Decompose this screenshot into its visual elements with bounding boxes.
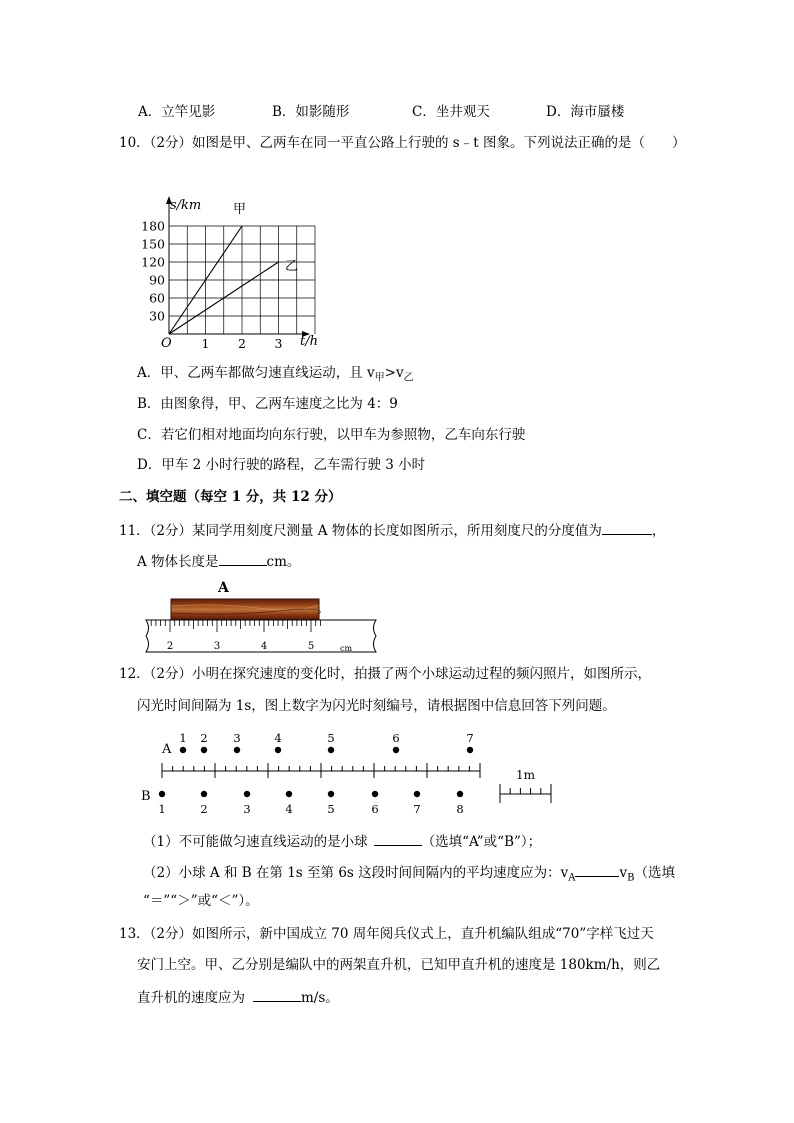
ball-a-dot [275,747,281,753]
q10-option-a [137,364,414,388]
y-tick-label: 90 [149,272,165,288]
section-heading: 二、填空题（每空 1 分，共 12 分） [119,489,342,505]
ball-b-number: 1 [158,802,166,816]
ball-b-dot [159,791,165,797]
ball-a-positions [179,731,473,753]
q10-st-graph [130,192,320,357]
q12-sub2-v: v [619,865,628,881]
ball-a-number: 7 [466,731,474,745]
ball-b-number: 4 [285,802,293,816]
ruler-number: 3 [213,641,221,652]
ball-a-number: 2 [200,731,208,745]
q12-strobe-figure [135,728,565,826]
ball-b-dot [201,791,207,797]
ball-b-number: 5 [327,802,335,816]
q9-option-c: C．坐井观天 [412,104,490,120]
ball-a-dot [234,747,240,753]
q11-line2-end: cm。 [266,554,301,570]
q12-sub2-line2: “＝”“＞”或“＜”）。 [143,893,259,909]
y-axis-label: s/km [170,198,202,213]
ball-a-number: 1 [179,731,187,745]
q10-option-a-mid: >v [384,365,404,381]
ball-b-number: 2 [200,802,208,816]
y-tick-label: 180 [141,218,165,234]
q10-option-d: D．甲车 2 小时行驶的路程，乙车需行驶 3 小时 [137,457,426,473]
ball-b-number: 7 [413,802,421,816]
q11-line1-text: 11．（2分）某同学用刻度尺测量 A 物体的长度如图所示，所用刻度尺的分度值为 [119,523,602,539]
ball-b-dot [328,791,334,797]
q13-line3 [137,987,339,1007]
q12-sub2-sub-b: B [627,872,635,884]
q9-option-b: B．如影随形 [272,104,350,120]
ball-a-dot [328,747,334,753]
ball-b-positions [158,791,463,816]
q12-sub2-sub-a: A [568,872,576,884]
ball-a-number: 6 [392,731,400,745]
q12-sub2 [143,862,675,888]
ball-a-number: 4 [274,731,282,745]
strobe-ruler [162,763,480,778]
ruler-unit: cm [340,644,353,653]
object-a-label: A [218,580,229,596]
q11-line1 [119,520,665,540]
x-tick-label: 3 [274,336,283,351]
q13-blank-speed[interactable] [253,987,301,1002]
q12-sub2-end: （选填 [634,865,675,881]
ball-a-dot [467,747,473,753]
ball-b-label: B [141,789,151,804]
q10-option-c: C．若它们相对地面均向东行驶，以甲车为参照物，乙车向东行驶 [137,427,526,443]
q11-blank-length[interactable] [219,551,267,566]
line-yi-label: 乙 [285,259,299,274]
q10-option-a-text: A．甲、乙两车都做匀速直线运动，且 v [137,365,375,381]
q11-line1-end: ， [651,523,666,539]
ball-a-dot [393,747,399,753]
q12-sub1 [143,831,541,851]
q11-blank-division[interactable] [602,520,652,535]
ball-b-dot [414,791,420,797]
y-tick-label: 120 [141,254,165,270]
q12-sub1-end: （选填“A”或“B”）； [421,834,542,850]
origin-label: O [161,336,172,351]
ball-b-number: 8 [456,802,464,816]
line-jia-label: 甲 [233,202,247,217]
ball-a-dot [180,747,186,753]
q13-line2: 安门上空。甲、乙分别是编队中的两架直升机，已知甲直升机的速度是 180km/h，则乙 [137,957,661,973]
y-tick-label: 150 [141,236,165,252]
x-tick-label: 2 [238,336,246,351]
q10-stem: 10．（2分）如图是甲、乙两车在同一平直公路上行驶的 s﹣t 图象。下列说法正确的是（ ） [119,135,686,151]
q11-ruler-figure [138,575,383,657]
scale-label: 1m [516,768,536,782]
y-tick-label: 60 [149,290,165,306]
q10-option-a-sub-jia: 甲 [374,372,385,384]
ball-a-number: 5 [327,731,335,745]
scale-bar [500,784,551,803]
graph-x-ticks [202,336,283,351]
x-axis-label: t/h [300,334,318,349]
x-tick-label: 1 [201,336,210,351]
ball-a-label: A [162,742,172,757]
ruler-number: 5 [307,641,315,652]
q10-option-b: B．由图象得，甲、乙两车速度之比为 4：9 [137,396,398,412]
q13-line1: 13．（2分）如图所示，新中国成立 70 周年阅兵仪式上，直升机编队组成“70”字样飞过天 [119,926,654,942]
graph-grid [169,226,315,334]
y-tick-label: 30 [149,308,165,324]
q13-line3-start: 直升机的速度应为 [137,990,245,1006]
ruler-number: 4 [260,641,268,652]
graph-y-ticks [141,219,165,324]
q12-blank-ball[interactable] [374,831,422,846]
ruler-number: 2 [166,641,174,652]
ball-b-number: 3 [243,802,251,816]
ball-b-number: 6 [371,802,379,816]
ball-b-dot [286,791,292,797]
q12-sub1-start: （1）不可能做匀速直线运动的是小球 [143,834,368,850]
ball-b-dot [244,791,250,797]
q12-line1: 12．（2分）小明在探究速度的变化时，拍摄了两个小球运动过程的频闪照片，如图所示， [119,666,652,682]
ball-b-dot [372,791,378,797]
q12-line2: 闪光时间间隔为 1s，图上数字为闪光时刻编号，请根据图中信息回答下列问题。 [137,698,616,714]
q12-sub2-start: （2）小球 A 和 B 在第 1s 至第 6s 这段时间间隔内的平均速度应为：v [143,865,569,881]
q11-line2 [137,551,300,571]
q10-option-a-sub-yi: 乙 [403,372,414,384]
q13-line3-end: m/s。 [301,990,339,1006]
q11-line2-start: A 物体长度是 [137,554,219,570]
ball-a-number: 3 [233,731,241,745]
q9-option-a: A．立竿见影 [138,104,216,120]
q9-option-d: D．海市蜃楼 [546,104,625,120]
ball-a-dot [201,747,207,753]
ball-b-dot [457,791,463,797]
q12-blank-compare[interactable] [575,862,619,877]
